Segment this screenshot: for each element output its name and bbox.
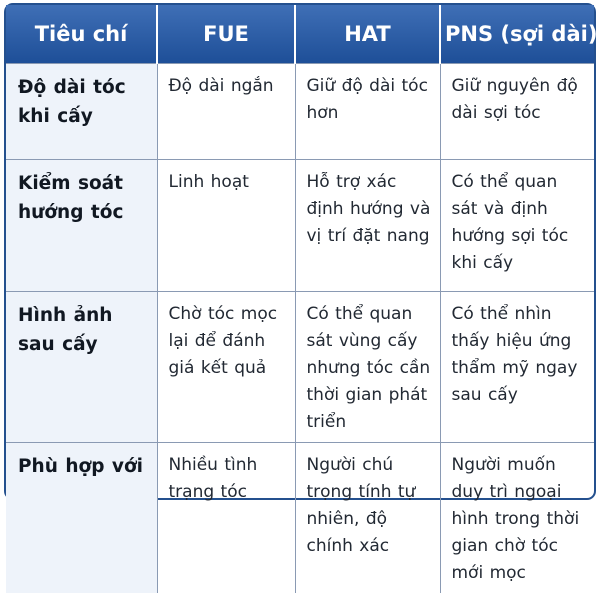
header-criteria: Tiêu chí (6, 5, 157, 64)
cell-fue: Linh hoạt (157, 160, 295, 292)
table-row (6, 292, 594, 443)
row-criteria-label: Hình ảnh sau cấy (6, 292, 157, 443)
cell-fue: Chờ tóc mọc lại để đánh giá kết quả (157, 292, 295, 443)
cell-fue: Độ dài ngắn (157, 64, 295, 160)
comparison-table (6, 5, 594, 593)
header-hat: HAT (295, 5, 440, 64)
table-row (6, 160, 594, 292)
header-fue: FUE (157, 5, 295, 64)
table-row (6, 443, 594, 593)
cell-hat: Hỗ trợ xác định hướng và vị trí đặt nang (295, 160, 440, 292)
row-criteria-label: Độ dài tóc khi cấy (6, 64, 157, 160)
cell-fue: Nhiều tình trạng tóc (157, 443, 295, 593)
table-row (6, 64, 594, 160)
cell-pns: Người muốn duy trì ngoại hình trong thời gian chờ tóc mới mọc (440, 443, 594, 593)
cell-pns: Có thể quan sát và định hướng sợi tóc khi cấy (440, 160, 594, 292)
cell-pns: Giữ nguyên độ dài sợi tóc (440, 64, 594, 160)
comparison-table-container (4, 3, 596, 500)
cell-pns: Có thể nhìn thấy hiệu ứng thẩm mỹ ngay sau cấy (440, 292, 594, 443)
table-header-row (6, 5, 594, 64)
row-criteria-label: Kiểm soát hướng tóc (6, 160, 157, 292)
row-criteria-label: Phù hợp với (6, 443, 157, 593)
cell-hat: Người chú trọng tính tự nhiên, độ chính xác (295, 443, 440, 593)
cell-hat: Giữ độ dài tóc hơn (295, 64, 440, 160)
cell-hat: Có thể quan sát vùng cấy nhưng tóc cần thời gian phát triển (295, 292, 440, 443)
header-pns: PNS (sợi dài) (440, 5, 594, 64)
